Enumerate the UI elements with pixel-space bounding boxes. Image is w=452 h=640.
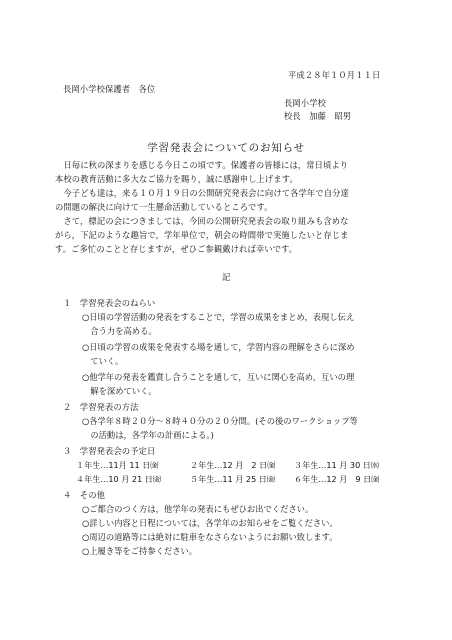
schedule-grade-3: ３年生…11 月 30 日㈬ <box>294 460 379 470</box>
schedule-grade-6: ６年生…12 月 9 日㈮ <box>294 474 380 484</box>
s1-bullet-3-line-2: 解を深めていく。 <box>82 386 157 396</box>
section-3-title: ３ 学習発表会の予定日 <box>63 446 156 456</box>
s1-bullet-1-line-1: ○日頃の学習活動の発表をすることで，学習の成果をまとめ，表現し伝え <box>82 312 355 322</box>
date-line: 平成２８年１０月１１日 <box>288 70 381 80</box>
addressee-line: 長岡小学校保護者 各位 <box>63 84 156 94</box>
intro-line-5: さて，標記の会につきましては，今回の公開研究発表会の取り組みも含めな <box>55 216 349 226</box>
s2-line-2: の活動は，各学年の計画による。) <box>82 430 214 440</box>
s1-bullet-3-line-1: ○他学年の発表を鑑賞し合うことを通して，互いに関心を高め，互いの理 <box>82 372 355 382</box>
schedule-grade-5: ５年生…11 月 25 日㈮ <box>190 474 275 484</box>
s2-line-1: ○各学年８時２０分～８時４０分の２０分間。(その後のワークショップ等 <box>82 416 358 426</box>
principal-name: 校長 加藤 昭男 <box>284 111 352 121</box>
intro-line-6: がら，下記のような趣旨で，学年単位で，朝会の時間帯で実施したいと存じま <box>55 230 349 240</box>
intro-line-4: の問題の解決に向けて一生懸命活動しているところです。 <box>55 202 273 212</box>
s4-line-4: ○上履き等をご持参ください。 <box>82 546 198 556</box>
page-title: 学習発表会についてのお知らせ <box>147 142 305 154</box>
intro-line-3: 今子ども達は，来る１０月１９日の公開研究発表会に向けて各学年で自分達 <box>55 188 349 198</box>
section-1-title: １ 学習発表会のねらい <box>63 298 156 308</box>
s4-line-3: ○周辺の道路等には絶対に駐車をなさらないようにお願い致します。 <box>82 532 338 542</box>
section-4-title: ４ その他 <box>63 490 105 500</box>
s4-line-2: ○詳しい内容と日程については，各学年のお知らせをご覧ください。 <box>82 518 338 528</box>
s1-bullet-2-line-1: ○日頃の学習の成果を発表する場を通して，学習内容の理解をさらに深め <box>82 342 355 352</box>
intro-line-7: す。ご多忙のことと存じますが，ぜひご参観戴ければ幸いです。 <box>55 244 298 254</box>
schedule-grade-4: ４年生…10 月 21 日㈮ <box>76 474 161 484</box>
school-name: 長岡小学校 <box>284 98 326 108</box>
intro-line-1: 日毎に秋の深まりを感じる今日この頃です。保護者の皆様には，常日頃より <box>55 160 349 170</box>
s1-bullet-1-line-2: 合う力を高める。 <box>82 326 157 336</box>
ki-heading: 記 <box>222 272 231 282</box>
schedule-grade-2: ２年生…12 月 2 日㈮ <box>190 460 276 470</box>
schedule-grade-1: １年生…11月 11 日㈮ <box>76 460 159 470</box>
intro-line-2: 本校の教育活動に多大なご協力を賜り，誠に感謝申し上げます。 <box>55 174 298 184</box>
section-2-title: ２ 学習発表の方法 <box>63 402 139 412</box>
s4-line-1: ○ご都合のつく方は，他学年の発表にもぜひお出でください。 <box>82 504 314 514</box>
s1-bullet-2-line-2: ていく。 <box>82 356 124 366</box>
